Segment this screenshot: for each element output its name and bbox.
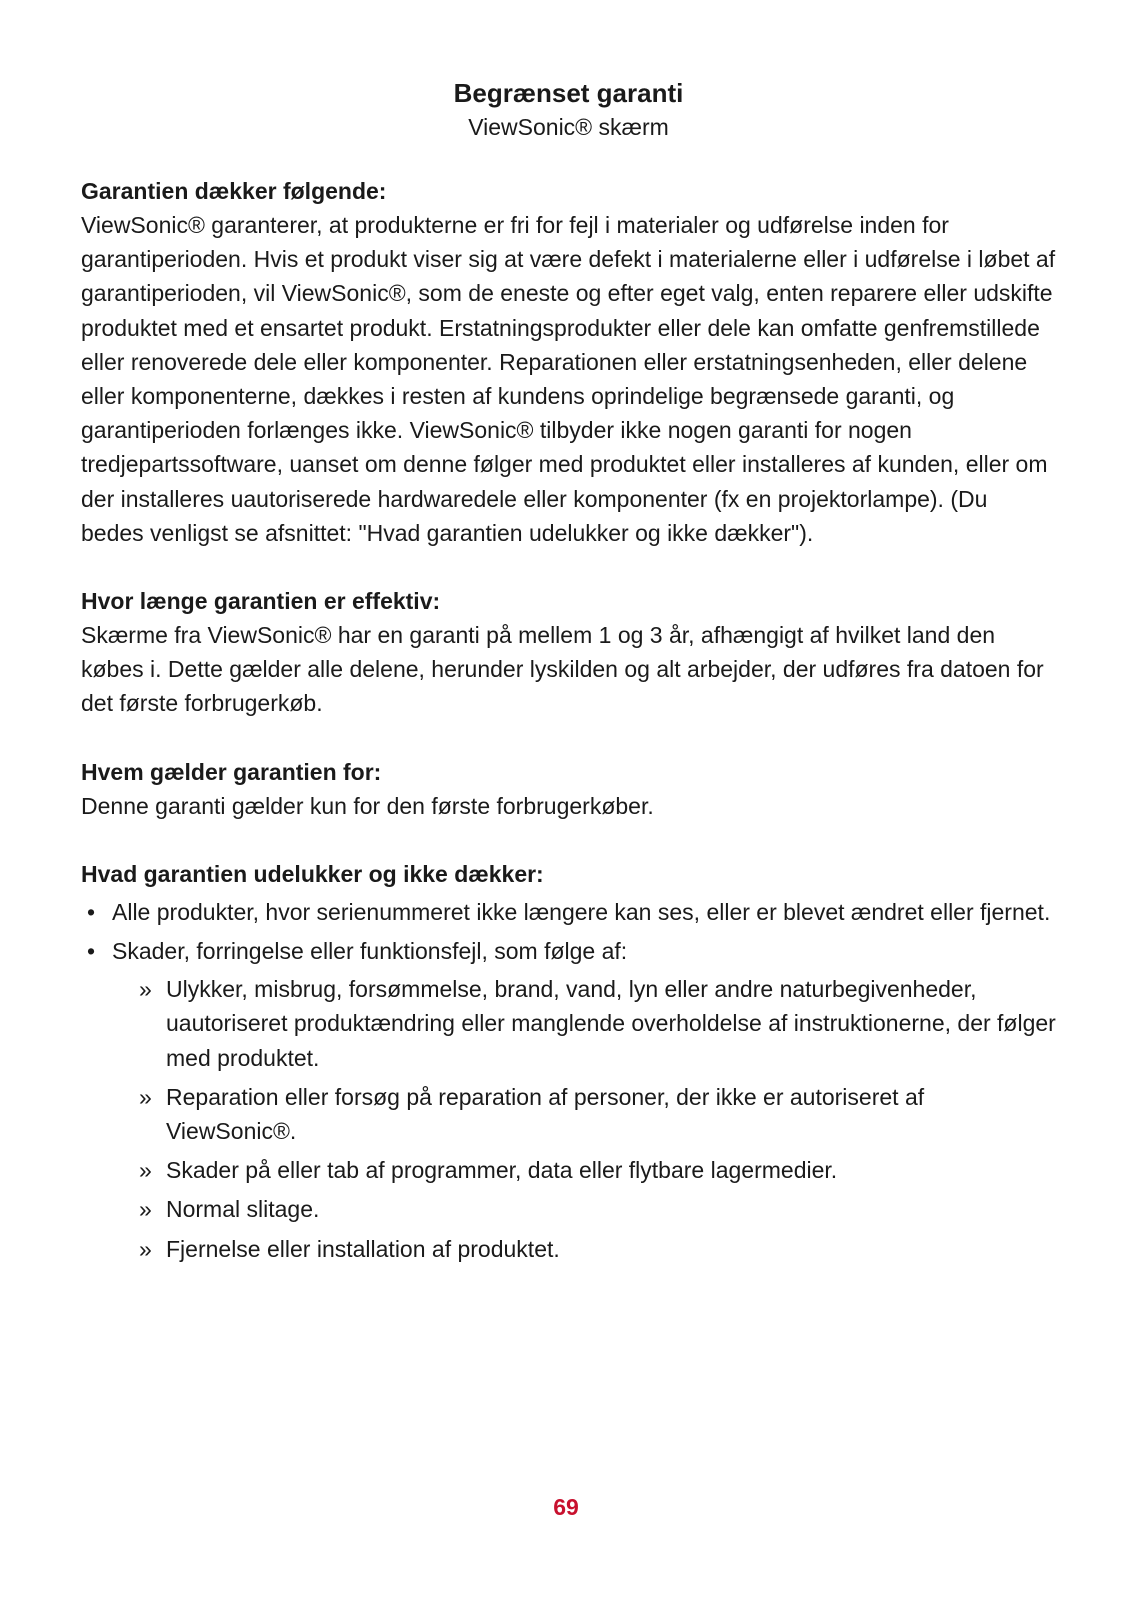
list-item [81,934,1056,1266]
section-exclusions [81,857,1056,1266]
sub-bullet-marker: » [139,976,152,1003]
sub-list-item [112,1080,1056,1148]
section-who-covered [81,755,1056,823]
section-body: Denne garanti gælder kun for den første forbrugerkøber. [81,792,654,819]
sub-list-item-text: Normal slitage. [166,1196,320,1223]
page-number: 69 [553,1494,579,1520]
section-body: Skærme fra ViewSonic® har en garanti på mellem 1 og 3 år, afhængigt af hvilket land den købes i. Dette gælder alle delene, herunder lyskilden og alt arbejder, der udføres fra datoen for det første forbrugerkøb. [81,622,1044,717]
sub-list-item [112,972,1056,1075]
sub-list-item-text: Ulykker, misbrug, forsømmelse, brand, vand, lyn eller andre naturbegivenheder, uautoriseret produktændring eller manglende overholdelse af instruktionerne, der følger med produktet. [166,976,1056,1071]
sub-list-item [112,1153,1056,1187]
list-item [81,895,1056,929]
sub-bullet-marker: » [139,1235,152,1262]
section-coverage [81,174,1056,550]
page-title: Begrænset garanti [453,78,684,108]
sub-list-item-text: Reparation eller forsøg på reparation af personer, der ikke er autoriseret af ViewSonic®. [166,1083,925,1145]
section-body: ViewSonic® garanterer, at produkterne er fri for fejl i materialer og udførelse inden for garantiperioden. Hvis et produkt viser sig at være defekt i materialerne eller i udførelse i løbet af garantiperioden, vil ViewSonic®, som de eneste og efter eget valg, enten reparere eller udskifte produktet med et ensartet produkt. Erstatningsprodukter eller dele kan omfatte genfremstillede eller renoverede dele eller komponenter. Reparationen eller erstatningsenheden, eller delene eller komponenterne, dækkes i resten af kundens oprindelige begrænsede garanti, og garantiperioden forlænges ikke. ViewSonic® tilbyder ikke nogen garanti for nogen tredjepartssoftware, uanset om denne følger med produktet eller installeres af kunden, eller om der installeres uautoriserede hardwaredele eller komponenter (fx en projektorlampe). (Du bedes venligst se afsnittet: "Hvad garantien udelukker og ikke dækker"). [81,212,1056,546]
section-heading: Hvem gælder garantien for: [81,758,382,785]
bullet-marker: • [87,898,96,925]
list-item-text: Alle produkter, hvor serienummeret ikke længere kan ses, eller er blevet ændret eller fjernet. [112,898,1051,925]
sub-bullet-marker: » [139,1157,152,1184]
exclusions-list [81,895,1056,1266]
section-heading: Hvad garantien udelukker og ikke dækker: [81,860,544,887]
sub-bullet-marker: » [139,1196,152,1223]
bullet-marker: • [87,938,96,965]
list-item-text: Skader, forringelse eller funktionsfejl, som følge af: [112,938,628,965]
section-heading: Hvor længe garantien er effektiv: [81,588,441,615]
section-heading: Garantien dækker følgende: [81,178,387,204]
sub-list-item-text: Skader på eller tab af programmer, data eller flytbare lagermedier. [166,1157,838,1184]
sub-list-item-text: Fjernelse eller installation af produktet. [166,1235,560,1262]
page-subtitle: ViewSonic® skærm [468,114,669,140]
document-page [81,76,1056,1300]
section-duration [81,584,1056,721]
sub-list [112,972,1056,1266]
sub-list-item [112,1192,1056,1226]
sub-list-item [112,1232,1056,1266]
sub-bullet-marker: » [139,1083,152,1110]
